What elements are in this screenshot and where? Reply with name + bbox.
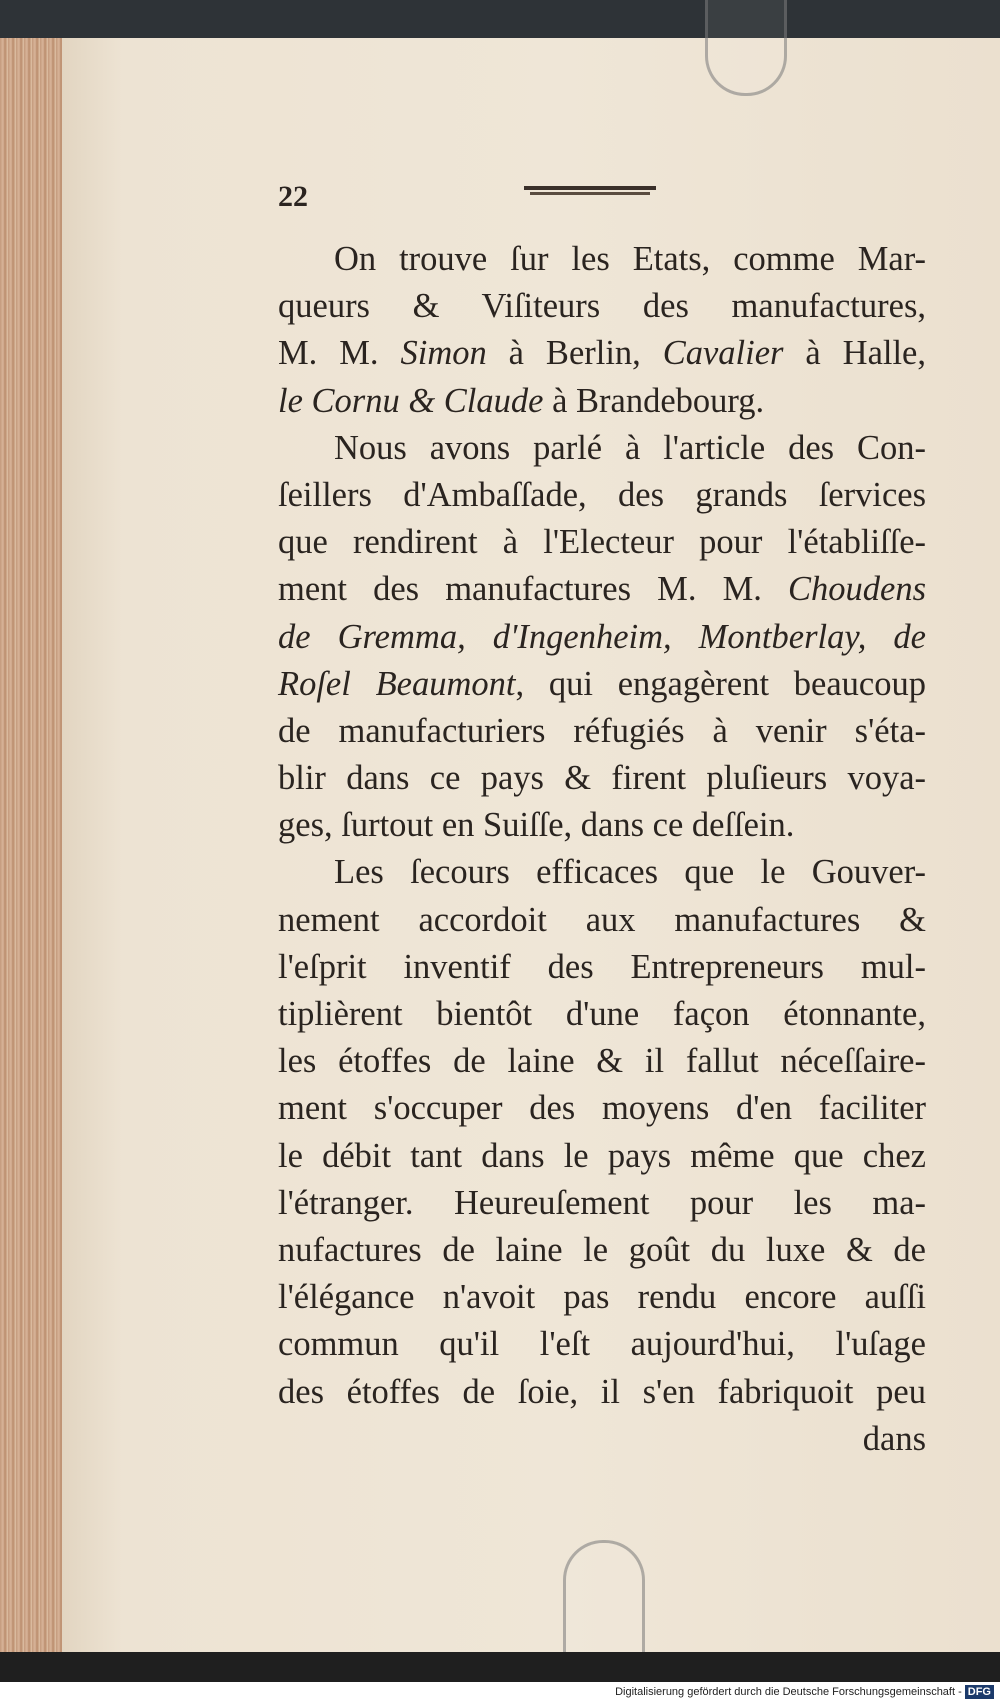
text-run: les étoffes de laine & il fallut néceſſaire- [278, 1042, 926, 1081]
italic-name: Roſel Beaumont [278, 664, 516, 703]
text-run: Les ſecours efficaces que le Gouver- [334, 853, 926, 892]
page-clip-top [705, 0, 787, 96]
text-line [278, 1369, 926, 1416]
text-line [278, 944, 926, 991]
text-run: nement accordoit aux manufactures & [278, 900, 926, 939]
text-line [278, 425, 926, 472]
text-run: à Berlin, [486, 334, 663, 373]
text-run: blir dans ce pays & firent pluſieurs voya- [278, 759, 926, 798]
text-run: ment des manufactures M. M. [278, 570, 788, 609]
text-line [278, 283, 926, 330]
italic-name: Cavalier [662, 334, 784, 373]
text-line [278, 1180, 926, 1227]
text-run: Nous avons parlé à l'article des Con- [334, 428, 926, 467]
italic-name: Choudens [788, 570, 926, 609]
text-run: ges, ſurtout en Suiſſe, dans ce deſſein. [278, 806, 795, 845]
text-line [278, 802, 926, 849]
text-run: à Halle, [783, 334, 926, 373]
scanner-bottom-band [0, 1652, 1000, 1682]
text-line [278, 472, 926, 519]
text-line [278, 1133, 926, 1180]
text-run: l'eſprit inventif des Entrepreneurs mul- [278, 947, 926, 986]
text-run: l'élégance n'avoit pas rendu encore auſſi [278, 1278, 926, 1317]
text-run: le débit tant dans le pays même que chez [278, 1136, 926, 1175]
scanner-top-band [0, 0, 1000, 40]
text-line [278, 661, 926, 708]
text-line [278, 1321, 926, 1368]
text-run: que rendirent à l'Electeur pour l'établiſſe- [278, 523, 926, 562]
italic-name: de Gremma, d'Ingenheim, Montberlay, de [278, 617, 926, 656]
digitization-footer [0, 1682, 1000, 1702]
text-line [278, 378, 926, 425]
text-line [278, 519, 926, 566]
text-run: ſeillers d'Ambaſſade, des grands ſervices [278, 475, 926, 514]
text-run: tiplièrent bientôt d'une façon étonnante, [278, 995, 926, 1033]
text-run: On trouve ſur les Etats, comme Mar- [334, 240, 926, 278]
text-line [278, 1416, 926, 1463]
page-number: 22 [278, 180, 308, 213]
text-run: à Brandebourg. [543, 381, 765, 420]
text-run: queurs & Viſiteurs des manufactures, [278, 287, 926, 326]
text-run: de manufacturiers réfugiés à venir s'éta- [278, 711, 926, 750]
text-line [278, 1227, 926, 1274]
text-run: l'étranger. Heureuſement pour les ma- [278, 1183, 926, 1222]
dfg-logo: DFG [965, 1685, 994, 1699]
header-ornament [520, 184, 660, 198]
text-line [278, 849, 926, 896]
italic-name: Simon [400, 334, 487, 373]
text-line [278, 708, 926, 755]
text-line [278, 1038, 926, 1085]
text-line [278, 991, 926, 1038]
page-clip-bottom [563, 1540, 645, 1652]
text-run: des étoffes de ſoie, il s'en fabriquoit peu [278, 1372, 926, 1411]
text-line [278, 1085, 926, 1132]
italic-name: le Cornu & Claude [278, 381, 544, 420]
text-run: , qui engagèrent beaucoup [515, 664, 926, 703]
body-text [278, 236, 926, 1463]
text-run: nufactures de laine le goût du luxe & de [278, 1230, 926, 1269]
page-edge-stack [0, 38, 68, 1653]
text-line [278, 330, 926, 377]
footer-credit: Digitalisierung gefördert durch die Deutsche Forschungsgemeinschaft - [615, 1686, 962, 1698]
text-run: ment s'occuper des moyens d'en faciliter [278, 1089, 926, 1128]
text-run: dans [862, 1419, 926, 1458]
text-line [278, 897, 926, 944]
text-line [278, 614, 926, 661]
text-line [278, 755, 926, 802]
text-run: commun qu'il l'eſt aujourd'hui, l'uſage [278, 1325, 926, 1364]
text-run: M. M. [278, 334, 401, 373]
text-line [278, 236, 926, 283]
text-line [278, 566, 926, 613]
text-line [278, 1274, 926, 1321]
